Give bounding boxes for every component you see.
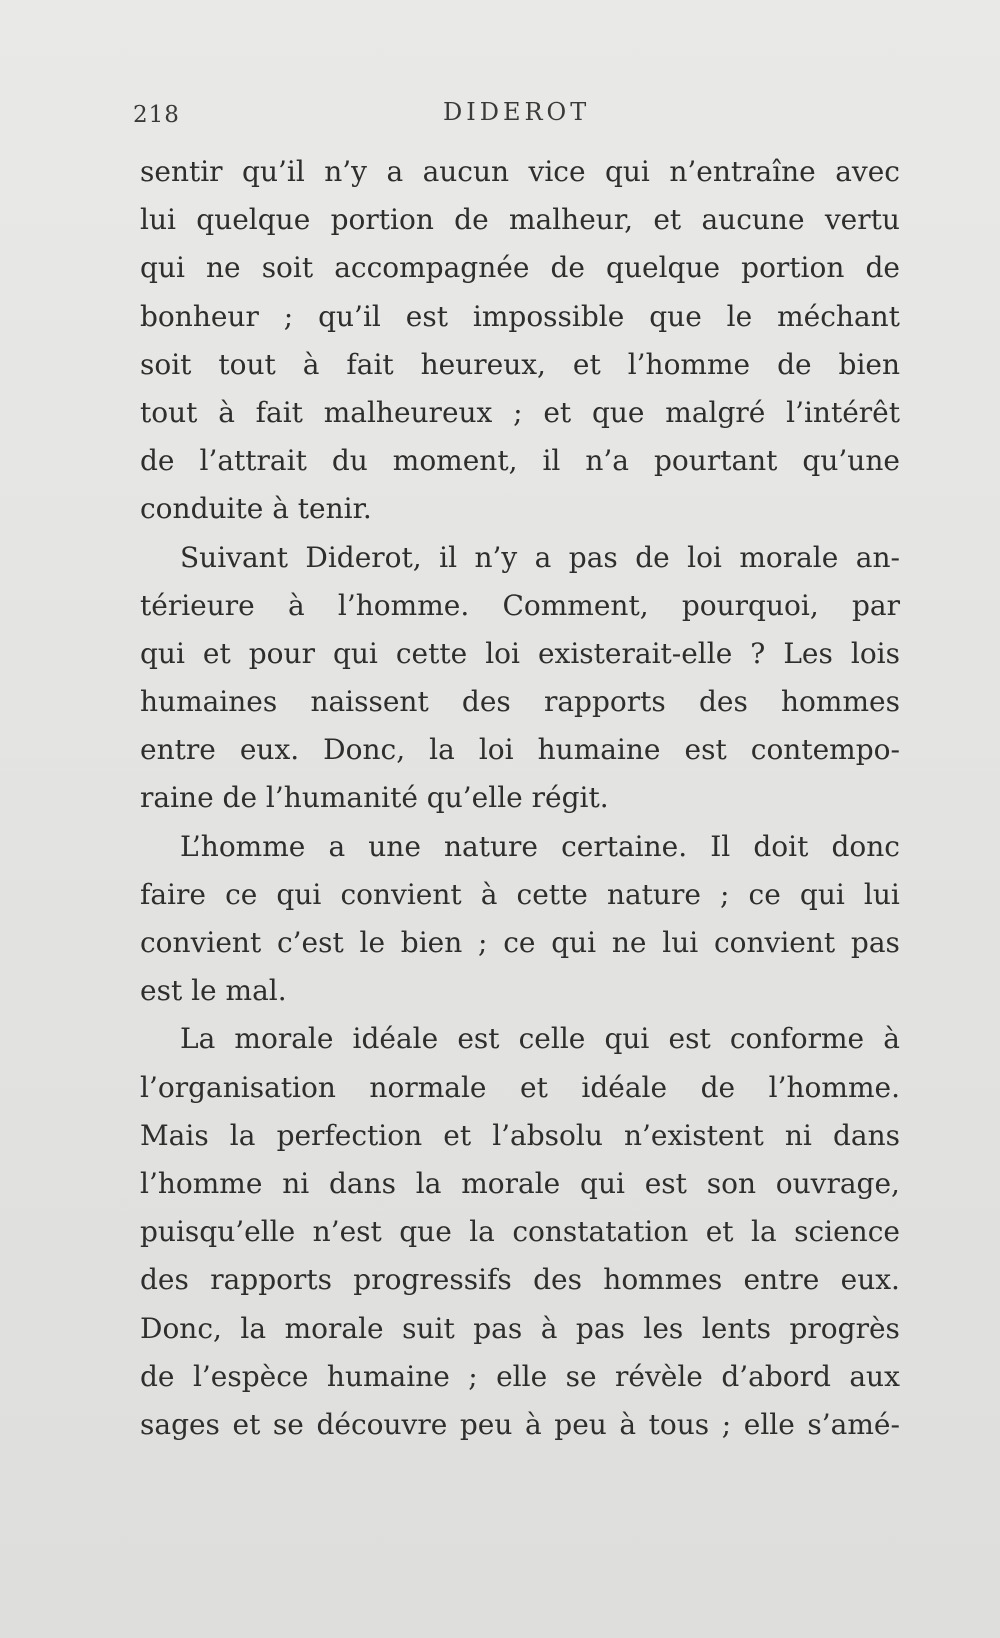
text-line: bonheur ; qu’il est impossible que le méchant [140, 299, 900, 333]
text-line: Donc, la morale suit pas à pas les lents progrès [140, 1311, 900, 1345]
text-line: convient c’est le bien ; ce qui ne lui convient pas [140, 926, 900, 959]
text-line: faire ce qui convient à cette nature ; ce qui lui [140, 877, 900, 911]
text-line: Suivant Diderot, il n’y a pas de loi morale an- [180, 540, 900, 574]
body-text [140, 148, 900, 1449]
text-line: qui et pour qui cette loi existerait-elle ? Les lois [140, 636, 900, 670]
text-line: La morale idéale est celle qui est conforme à [180, 1022, 900, 1056]
page-header [0, 96, 1000, 136]
text-line: térieure à l’homme. Comment, pourquoi, par [140, 588, 900, 622]
text-line: lui quelque portion de malheur, et aucune vertu [140, 203, 900, 237]
text-line: L’homme a une nature certaine. Il doit donc [180, 829, 900, 863]
text-line: conduite à tenir. [140, 492, 372, 526]
text-line: Mais la perfection et l’absolu n’existent ni dans [140, 1118, 900, 1152]
text-line: soit tout à fait heureux, et l’homme de bien [140, 347, 900, 381]
text-line: de l’espèce humaine ; elle se révèle d’abord aux [140, 1359, 900, 1393]
text-line: des rapports progressifs des hommes entre eux. [140, 1263, 900, 1297]
text-line: qui ne soit accompagnée de quelque portion de [140, 251, 900, 285]
text-line: raine de l’humanité qu’elle régit. [140, 781, 609, 815]
running-head: DIDEROT [443, 98, 591, 126]
text-line: tout à fait malheureux ; et que malgré l’intérêt [140, 395, 900, 429]
text-line: entre eux. Donc, la loi humaine est contempo- [140, 733, 900, 767]
text-line: humaines naissent des rapports des hommes [140, 685, 900, 719]
text-line: est le mal. [140, 974, 287, 1008]
text-line: l’homme ni dans la morale qui est son ouvrage, [140, 1166, 900, 1200]
text-line: l’organisation normale et idéale de l’homme. [140, 1070, 900, 1104]
text-line: de l’attrait du moment, il n’a pourtant qu’une [140, 444, 900, 478]
text-line: sentir qu’il n’y a aucun vice qui n’entraîne avec [140, 155, 900, 188]
text-line: sages et se découvre peu à peu à tous ; elle s’amé- [140, 1407, 900, 1441]
text-line: puisqu’elle n’est que la constatation et la science [140, 1215, 900, 1249]
page-number: 218 [133, 102, 180, 128]
